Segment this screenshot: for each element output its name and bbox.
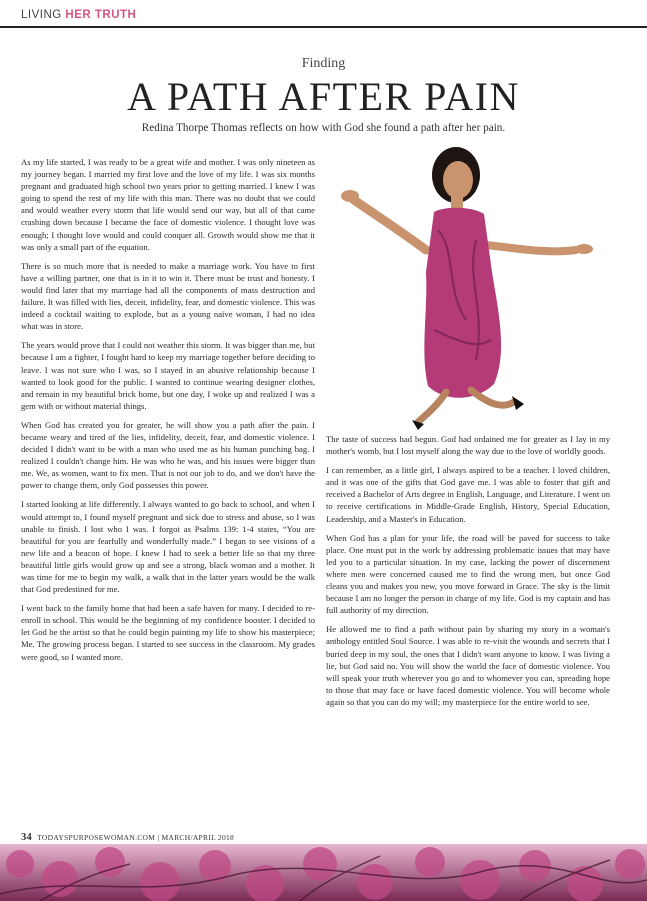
- header-rule: [0, 26, 647, 28]
- section-label: [21, 9, 136, 21]
- floral-banner: [0, 844, 647, 901]
- paragraph: There is so much more that is needed to make a marriage work. You have to first have a willing partner, one that is in it to win it. There must be trust and honesty. I would find later that my marriage had all the components of mass destruction and failure. It was filled with lies, deceit, infidelity, fear, and domestic violence. This was indeed a cocktail waiting to explode, but as a young naïve woman, I had no idea what was in store.: [21, 260, 315, 332]
- page-footer: [21, 832, 234, 843]
- section-name: LIVING: [21, 9, 62, 21]
- article-deck: Redina Thorpe Thomas reflects on how with God she found a path after her pain.: [141, 122, 506, 134]
- author-photo: [326, 140, 610, 430]
- left-column: [21, 156, 315, 670]
- paragraph: He allowed me to find a path without pain by sharing my story in a woman's anthology entitled Soul Source. I was able to re-visit the wounds and secrets that I buried deep in my soul, the ones that I didn't want anyone to know. I was living a lie, but God said no. You will show the world the face of domestic violence. You will speak your truth wherever you go and to whomever you can, spreading hope to those that may face or have faced domestic violence. You will become whole again so that you can do my will; my masterpiece for the entire world to see.: [326, 624, 610, 707]
- article-title: A PATH AFTER PAIN: [127, 74, 520, 119]
- right-column: [326, 433, 610, 715]
- paragraph: I went back to the family home that had been a safe haven for many. I decided to re-enroll in school. This would be the beginning of my confidence booster. I decided to let God be the artist so that he could begin painting my life to show his masterpiece; Me. The growing process began. I started to see success in the classroom. My grades were good, so I wanted more.: [21, 603, 315, 662]
- paragraph: I can remember, as a little girl, I always aspired to be a teacher. I loved children, and it was one of the gifts that God gave me. I was able to foster that gift and received a Bachelor of Arts degree in English, Language, and Literature. I went on to receive certifications in Middle-Grade English, History, Special Education, Leadership, and a Master's in Education.: [326, 465, 610, 524]
- footer-separator: |: [157, 833, 160, 842]
- publication-url: TODAYSPURPOSEWOMAN.COM: [37, 833, 156, 842]
- woman-figure-illustration: [326, 140, 610, 430]
- article-kicker: Finding: [301, 56, 346, 71]
- paragraph: I started looking at life differently. I always wanted to go back to school, and when I would attempt to, I found myself pregnant and sick due to stress and abuse, so I was unable to finish. I lost who I was. I forgot as Psalms 139: 1-4 states, “You are beautiful for you are fearfully and wonderfully made.” I began to see visions of a new life and a beacon of hope. I knew I had to seek a better life so that my three beautiful little girls would grow up and see a strong, black woman and a mother. It was time for me to begin my walk, a walk that in the latter years would be the walk that God predestined for me.: [21, 499, 315, 595]
- paragraph: The taste of success had begun. God had ordained me for greater as I lay in my mother's womb, but I lost myself along the way due to the love of worldly goods.: [326, 434, 610, 457]
- paragraph: The years would prove that I could not weather this storm. It was bigger than me, but because I am a fighter, I fought hard to keep my marriage together before deciding to leave. I was not sure who I was, so I stayed in an abusive relationship because I wanted to look good for the public. I wanted to continue wearing designer clothes, and remain in my beautiful brick home, but one day, I woke up and realized I was a gem with or without material things.: [21, 340, 315, 411]
- section-accent: HER TRUTH: [65, 9, 137, 21]
- paragraph: When God has created you for greater, he will show you a path after the pain. I became weary and tired of the lies, infidelity, deceit, fear, and domestic violence. I decided I didn't want to be with a man who used me as his human punching bag. I realized I couldn't change him. He was who he was, and his issues were bigger than me. We, as women, want to fix men. That is not our job to do, and we don't have the power to change them, only God possesses this power.: [21, 419, 315, 491]
- page-number: 34: [21, 832, 33, 843]
- paragraph: When God has a plan for your life, the road will be paved for success to take place. One must put in the work by addressing problematic issues that may have led you to a particular situation. In my case, lacking the power of discernment where men were concerned caused me to find the wrong men, but once God cleans you and makes you new, you move forward in Grace. The sky is the limit because I am no longer the person in charge of my life. God is my captain and has full authority of my direction.: [326, 532, 610, 616]
- issue-date: MARCH/APRIL 2018: [161, 833, 235, 842]
- paragraph: As my life started, I was ready to be a great wife and mother. I was only nineteen as my journey began. I married my first love and the love of my life. I was six months pregnant and graduated high school two years prior to getting married. I knew I was going to spend the rest of my life with this man. There was no doubt that we could and would weather every storm that life would send our way, but all of that came crashing down because I became the face of domestic violence. I thought love was enough; I thought love would and could conquer all. Growth would show me that it was only a small part of the equation.: [21, 157, 315, 252]
